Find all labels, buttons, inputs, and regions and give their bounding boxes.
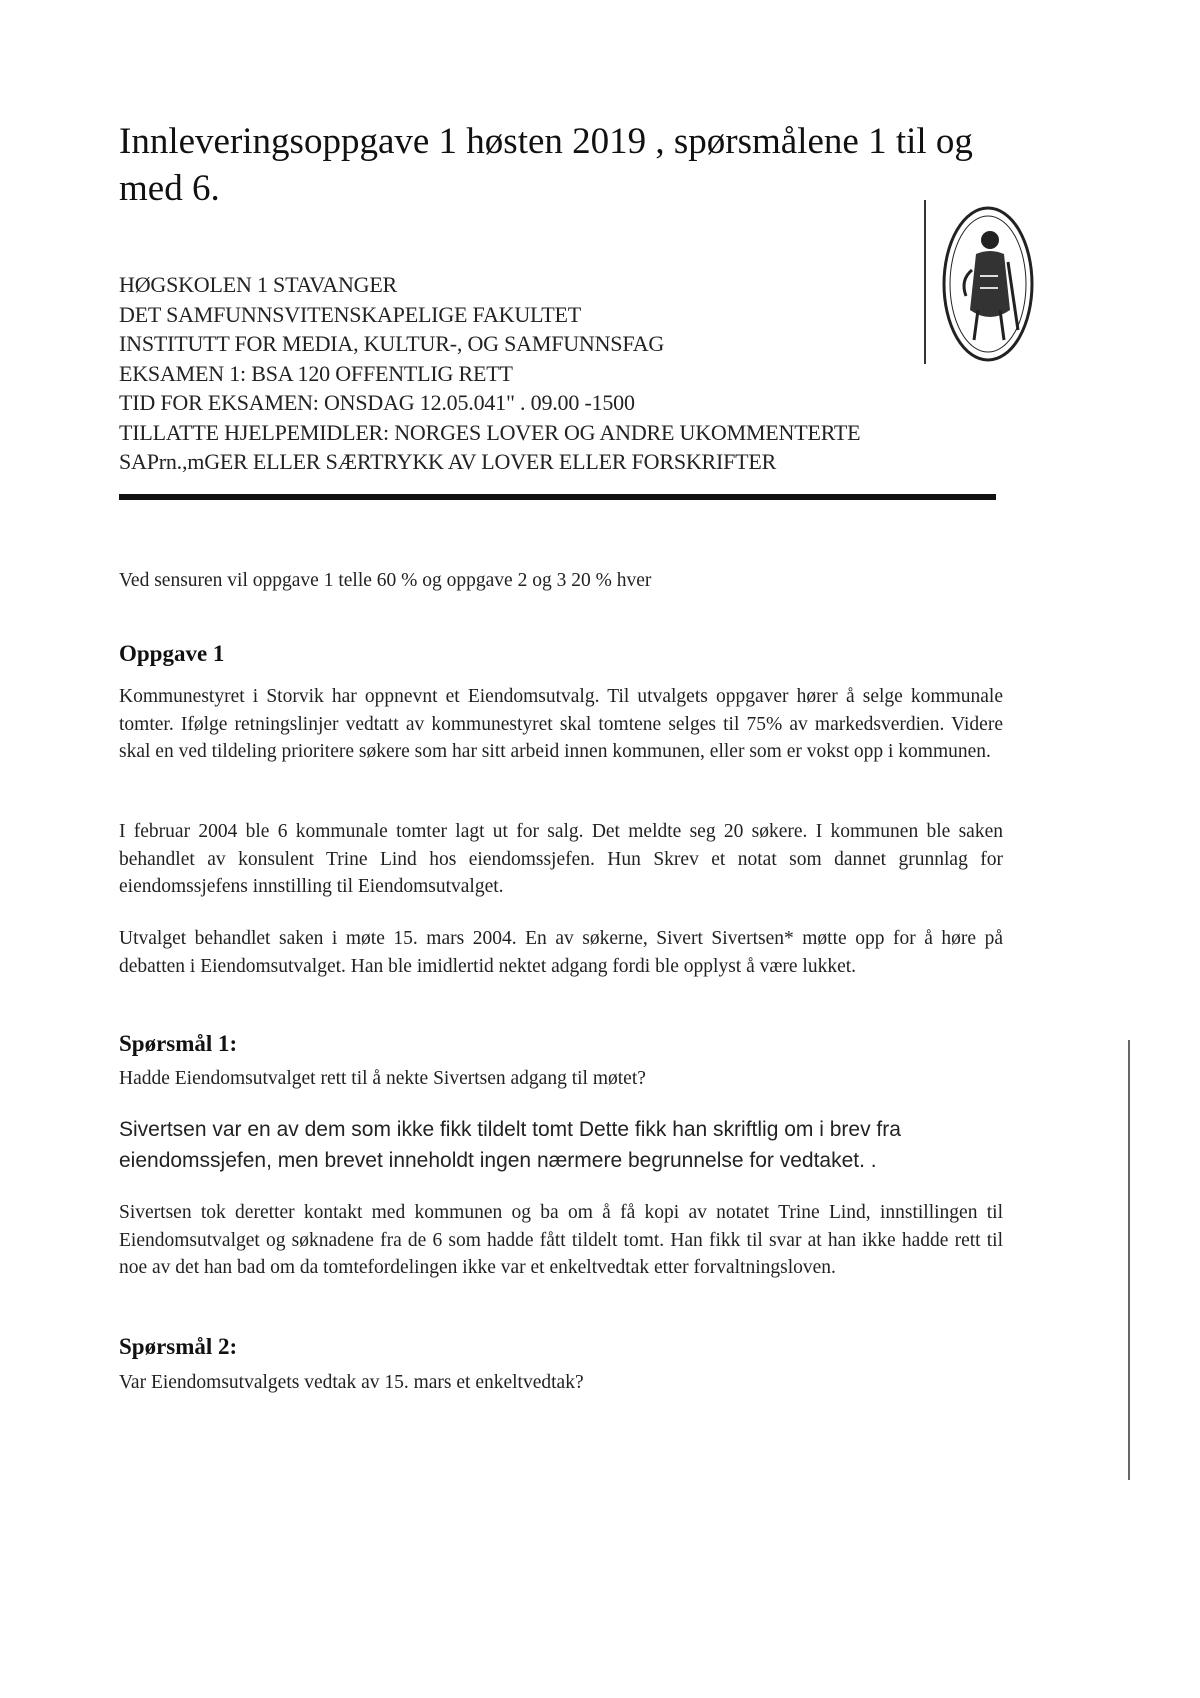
exam-header [119, 270, 1039, 477]
oppgave-heading: Oppgave 1 [119, 641, 225, 666]
header-line: EKSAMEN 1: BSA 120 OFFENTLIG RETT [119, 360, 513, 386]
question-2-text: Var Eiendomsutvalgets vedtak av 15. mars et enkeltvedtak? [119, 1372, 584, 1393]
header-line: INSTITUTT FOR MEDIA, KULTUR-, OG SAMFUNNSFAG [119, 331, 665, 356]
paragraph-2: I februar 2004 ble 6 kommunale tomter lagt ut for salg. Det meldte seg 20 søkere. I kommunen ble saken behandlet av konsulent Trine Lind hos eiendomssjefen. Hun Skrev et notat som dannet grunnlag for eiendomssjefens innstilling til Eiendomsutvalget. [119, 821, 1003, 897]
paragraph-4: Sivertsen var en av dem som ikke fikk tildelt tomt Dette fikk han skriftlig om i brev fra eiendomssjefen, men brevet inneholdt ingen nærmere begrunnelse for vedtaket. . [119, 1118, 901, 1172]
question-2-heading: Spørsmål 2: [119, 1334, 238, 1359]
scan-edge-line [1128, 1040, 1130, 1480]
header-divider [119, 494, 996, 500]
header-line: DET SAMFUNNSVITENSKAPELIGE FAKULTET [119, 301, 581, 327]
header-line: TILLATTE HJELPEMIDLER: NORGES LOVER OG ANDRE UKOMMENTERTE [119, 419, 861, 445]
question-1-text: Hadde Eiendomsutvalget rett til å nekte Sivertsen adgang til møtet? [119, 1068, 646, 1089]
paragraph-1: Kommunestyret i Storvik har oppnevnt et Eiendomsutvalg. Til utvalgets oppgaver hører å selge kommunale tomter. Ifølge retningslinjer vedtatt av kommunestyret skal tomtene selges til 75% av markedsverdien. Videre skal en ved tildeling prioritere søkere som har sitt arbeid innen kommunen, eller som er vokst opp i kommunen. [119, 686, 1003, 762]
paragraph-5: Sivertsen tok deretter kontakt med kommunen og ba om å få kopi av notatet Trine Lind, innstillingen til Eiendomsutvalget og søknadene fra de 6 som hadde fått tildelt tomt. Han fikk til svar at han ikke hadde rett til noe av det han bad om da tomtefordelingen ikke var et enkeltvedtak etter forvaltningsloven. [119, 1202, 1003, 1278]
question-1-heading: Spørsmål 1: [119, 1031, 238, 1056]
header-line: HØGSKOLEN 1 STAVANGER [119, 272, 398, 297]
header-line: TID FOR EKSAMEN: ONSDAG 12.05.041" . 09.00 -1500 [119, 390, 635, 415]
header-line: SAPrn.,mGER ELLER SÆRTRYKK AV LOVER ELLER FORSKRIFTER [119, 449, 777, 474]
paragraph-3: Utvalget behandlet saken i møte 15. mars 2004. En av søkerne, Sivert Sivertsen* møtte opp for å høre på debatten i Eiendomsutvalget. Han ble imidlertid nektet adgang fordi ble opplyst å være lukket. [119, 928, 1003, 977]
document-title: Innleveringsoppgave 1 høsten 2019 , spørsmålene 1 til og med 6. [119, 121, 973, 209]
grading-note: Ved sensuren vil oppgave 1 telle 60 % og oppgave 2 og 3 20 % hver [119, 570, 652, 591]
